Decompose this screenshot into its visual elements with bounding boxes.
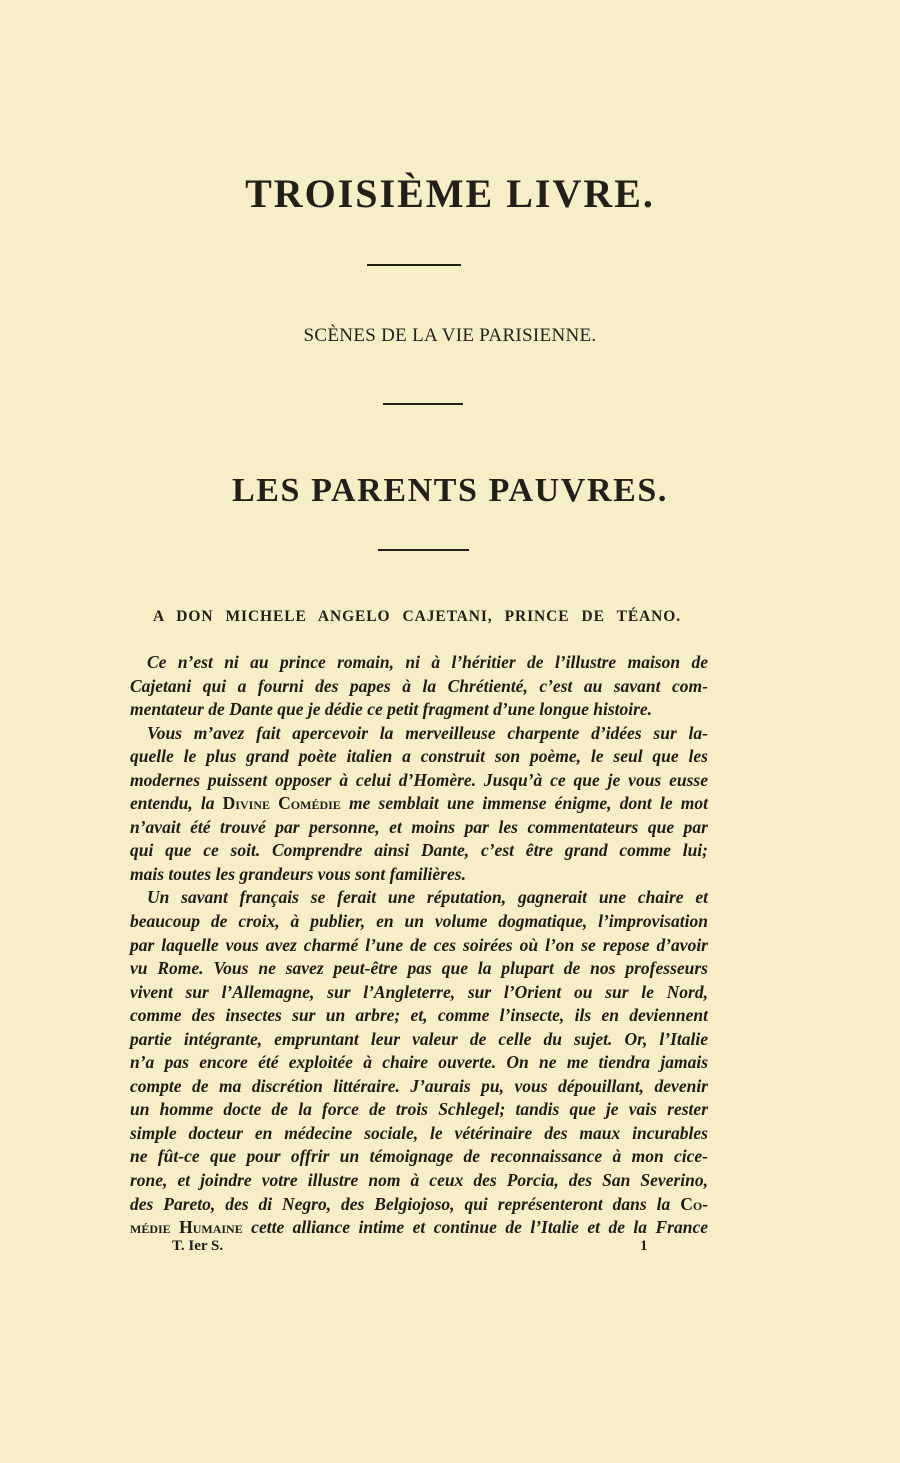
text-segment: n’avait été trouvé par personne, et moins par les commentateurs que par <box>130 816 708 837</box>
text-line <box>130 769 708 793</box>
text-line <box>130 651 708 675</box>
text-segment: modernes puissent opposer à celui d’Homère. Jusqu’à ce que je vous eusse <box>130 769 708 790</box>
page-number: 1 <box>640 1238 648 1254</box>
text-segment: ne fût-ce que pour offrir un témoignage de reconnaissance à mon cice- <box>130 1146 708 1167</box>
text-line <box>130 934 708 958</box>
text-segment: mais toutes les grandeurs vous sont familières. <box>130 863 466 884</box>
text-line <box>130 1193 708 1217</box>
text-line <box>130 816 708 840</box>
text-segment: beaucoup de croix, à publier, en un volume dogmatique, l’improvisation <box>130 911 708 932</box>
text-line <box>130 957 708 981</box>
text-line <box>130 1004 708 1028</box>
text-segment: mentateur de Dante que je dédie ce petit fragment d’une longue histoire. <box>130 699 653 720</box>
text-segment: vu Rome. Vous ne savez peut-être pas que la plupart de nos professeurs <box>130 958 708 979</box>
text-line <box>130 910 708 934</box>
text-segment: rone, et joindre votre illustre nom à ceux des Porcia, des San Severino, <box>130 1170 708 1191</box>
text-line <box>130 839 708 863</box>
text-line <box>130 886 708 910</box>
small-caps-title: Co- <box>680 1193 708 1214</box>
book-title: TROISIÈME LIVRE. <box>245 171 655 216</box>
text-line <box>130 1028 708 1052</box>
signature-mark: T. Ier S. <box>172 1238 224 1254</box>
text-segment: vivent sur l’Allemagne, sur l’Angleterre, sur l’Orient ou sur le Nord, <box>130 981 708 1002</box>
text-line <box>130 863 708 887</box>
divider <box>367 264 461 266</box>
text-line <box>130 1216 708 1240</box>
text-segment: partie intégrante, empruntant leur valeur de celle du sujet. Or, l’Italie <box>130 1028 708 1049</box>
text-segment: Ce n’est ni au prince romain, ni à l’héritier de l’illustre maison de <box>147 652 708 672</box>
text-line <box>130 745 708 769</box>
text-line <box>130 1075 708 1099</box>
work-title: LES PARENTS PAUVRES. <box>232 472 668 509</box>
text-line <box>130 792 708 816</box>
divider <box>383 403 463 405</box>
text-segment: quelle le plus grand poète italien a construit son poème, le seul que les <box>130 746 708 767</box>
text-line <box>130 1145 708 1169</box>
text-segment: par laquelle vous avez charmé l’une de ces soirées où l’on se repose d’avoir <box>130 934 708 955</box>
text-segment: Un savant français se ferait une réputation, gagnerait une chaire et <box>147 887 708 908</box>
text-segment: n’a pas encore été exploitée à chaire ouverte. On ne me tiendra jamais <box>130 1052 708 1073</box>
text-segment: Vous m’avez fait apercevoir la merveilleuse charpente d’idées sur la- <box>147 722 708 743</box>
text-segment: qui que ce soit. Comprendre ainsi Dante, c’est être grand comme lui; <box>130 840 708 861</box>
text-segment: des Pareto, des di Negro, des Belgiojoso, qui représenteront dans la <box>130 1193 681 1214</box>
text-line <box>130 675 708 699</box>
small-caps-title: Divine Comédie <box>222 793 341 814</box>
series-title: SCÈNES DE LA VIE PARISIENNE. <box>303 325 597 346</box>
text-segment: me semblait une immense énigme, dont le mot <box>340 793 708 814</box>
dedication-body <box>130 651 708 1240</box>
text-line <box>130 981 708 1005</box>
text-line <box>130 722 708 746</box>
divider <box>378 549 469 551</box>
text-line <box>130 1169 708 1193</box>
text-line <box>130 698 708 722</box>
text-segment: simple docteur en médecine sociale, le vétérinaire des maux incurables <box>130 1122 708 1143</box>
text-line <box>130 1051 708 1075</box>
text-segment: Cajetani qui a fourni des papes à la Chrétienté, c’est au savant com- <box>130 675 708 696</box>
text-segment: compte de ma discrétion littéraire. J’aurais pu, vous dépouillant, devenir <box>130 1075 708 1096</box>
small-caps-title: médie Humaine <box>130 1217 243 1238</box>
text-line <box>130 1098 708 1122</box>
text-segment: entendu, la <box>130 793 223 814</box>
text-segment: un homme docte de la force de trois Schlegel; tandis que je vais rester <box>130 1099 708 1120</box>
dedication-heading: A DON MICHELE ANGELO CAJETANI, PRINCE DE TÉANO. <box>153 608 681 625</box>
text-segment: cette alliance intime et continue de l’Italie et de la France <box>242 1217 708 1238</box>
text-segment: comme des insectes sur un arbre; et, comme l’insecte, ils en deviennent <box>130 1005 708 1026</box>
text-line <box>130 1122 708 1146</box>
